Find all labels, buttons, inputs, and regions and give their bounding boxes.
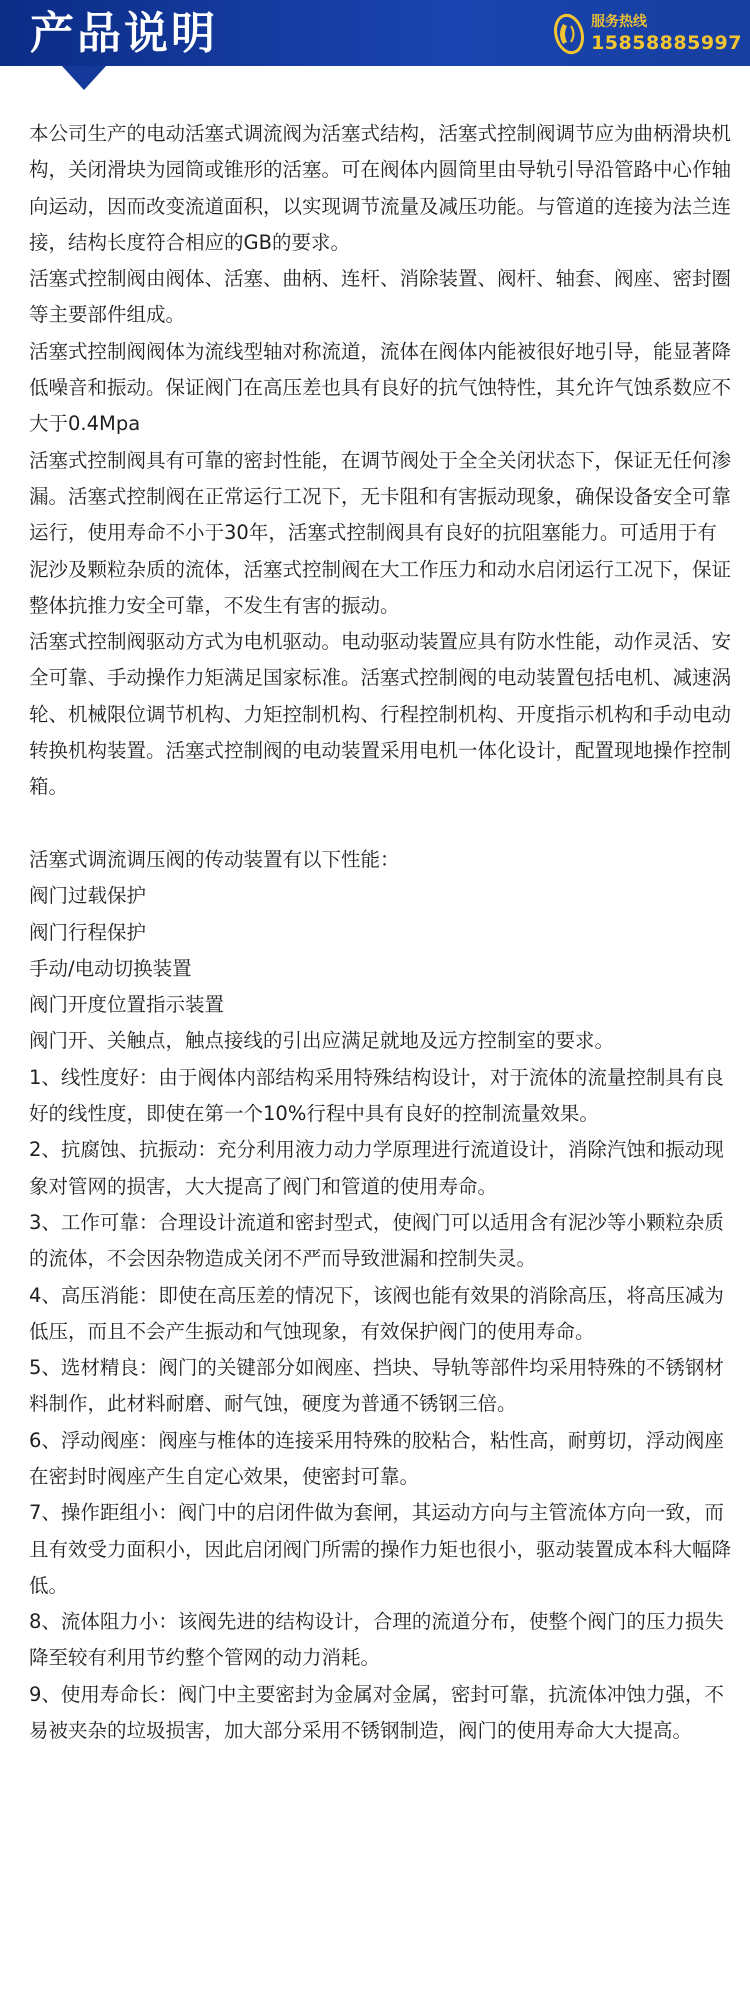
feature-item: 7、操作距组小：阀门中的启闭件做为套闸，其运动方向与主管流体方向一致，而且有效受力面积小，因此启闭阀门所需的操作力矩也很小，驱动装置成本科大幅降低。 <box>29 1501 732 1597</box>
paragraph: 活塞式控制阀阀体为流线型轴对称流道，流体在阀体内能被很好地引导，能显著降低噪音和振动。保证阀门在高压差也具有良好的抗气蚀特性，其允许气蚀系数应不大于0.4Mpa <box>29 339 732 436</box>
phone-icon <box>549 12 585 56</box>
paragraph: 本公司生产的电动活塞式调流阀为活塞式结构，活塞式控制阀调节应为曲柄滑块机构，关闭滑块为园筒或锥形的活塞。可在阀体内圆筒里由导轨引导沿管路中心作轴向运动，因而改变流道面积，以实现调节流量及减压功能。与管道的连接为法兰连接，结构长度符合相应的GB的要求。 <box>29 122 732 254</box>
list-item: 阀门过载保护 <box>29 884 147 908</box>
product-description <box>29 116 733 1749</box>
page-title: 产品说明 <box>30 8 218 59</box>
paragraph: 活塞式调流调压阀的传动装置有以下性能： <box>29 847 400 871</box>
paragraph: 阀门开、关触点，触点接线的引出应满足就地及远方控制室的要求。 <box>29 1029 615 1053</box>
feature-item: 5、选材精良：阀门的关键部分如阀座、挡块、导轨等部件均采用特殊的不锈钢材料制作，此材料耐磨、耐气蚀，硬度为普通不锈钢三倍。 <box>29 1356 724 1416</box>
header-bar <box>0 0 750 66</box>
blank-line <box>29 806 733 842</box>
paragraph: 活塞式控制阀由阀体、活塞、曲柄、连杆、消除装置、阀杆、轴套、阀座、密封圈等主要部件组成。 <box>29 267 732 327</box>
feature-item: 6、浮动阀座：阀座与椎体的连接采用特殊的胶粘合，粘性高，耐剪切，浮动阀座在密封时阀座产生自定心效果，使密封可靠。 <box>29 1428 724 1488</box>
hotline-label: 服务热线 <box>591 14 648 30</box>
feature-item: 4、高压消能：即使在高压差的情况下，该阀也能有效果的消除高压，将高压减为低压，而且不会产生振动和气蚀现象，有效保护阀门的使用寿命。 <box>29 1283 724 1343</box>
list-item: 阀门行程保护 <box>29 920 147 944</box>
service-hotline <box>549 10 742 58</box>
feature-item: 1、线性度好：由于阀体内部结构采用特殊结构设计，对于流体的流量控制具有良好的线性度，即使在第一个10%行程中具有良好的控制流量效果。 <box>29 1065 724 1126</box>
paragraph: 活塞式控制阀驱动方式为电机驱动。电动驱动装置应具有防水性能，动作灵活、安全可靠、手动操作力矩满足国家标准。活塞式控制阀的电动装置包括电机、减速涡轮、机械限位调节机构、力矩控制机构、行程控制机构、开度指示机构和手动电动转换机构装置。活塞式控制阀的电动装置采用电机一体化设计，配置现地操作控制箱。 <box>29 630 732 799</box>
list-item: 阀门开度位置指示装置 <box>29 993 225 1017</box>
feature-item: 2、抗腐蚀、抗振动：充分利用液力动力学原理进行流道设计，消除汽蚀和振动现象对管网的损害，大大提高了阀门和管道的使用寿命。 <box>29 1138 724 1198</box>
header-notch <box>62 66 106 90</box>
feature-item: 3、工作可靠：合理设计流道和密封型式，使阀门可以适用含有泥沙等小颗粒杂质的流体，不会因杂物造成关闭不严而导致泄漏和控制失灵。 <box>29 1210 724 1271</box>
list-item: 手动/电动切换装置 <box>29 956 192 980</box>
paragraph: 活塞式控制阀具有可靠的密封性能，在调节阀处于全全关闭状态下，保证无任何渗漏。活塞式控制阀在正常运行工况下，无卡阻和有害振动现象，确保设备安全可靠运行，使用寿命不小于30年，活塞式控制阀具有良好的抗阻塞能力。可适用于有泥沙及颗粒杂质的流体，活塞式控制阀在大工作压力和动水启闭运行工况下，保证整体抗推力安全可靠，不发生有害的振动。 <box>29 448 732 617</box>
feature-item: 8、流体阻力小：该阀先进的结构设计，合理的流道分布，使整个阀门的压力损失降至较有利用节约整个管网的动力消耗。 <box>29 1610 724 1670</box>
feature-item: 9、使用寿命长：阀门中主要密封为金属对金属，密封可靠，抗流体冲蚀力强，不易被夹杂的垃圾损害，加大部分采用不锈钢制造，阀门的使用寿命大大提高。 <box>29 1682 724 1743</box>
hotline-number: 15858885997 <box>591 32 742 54</box>
